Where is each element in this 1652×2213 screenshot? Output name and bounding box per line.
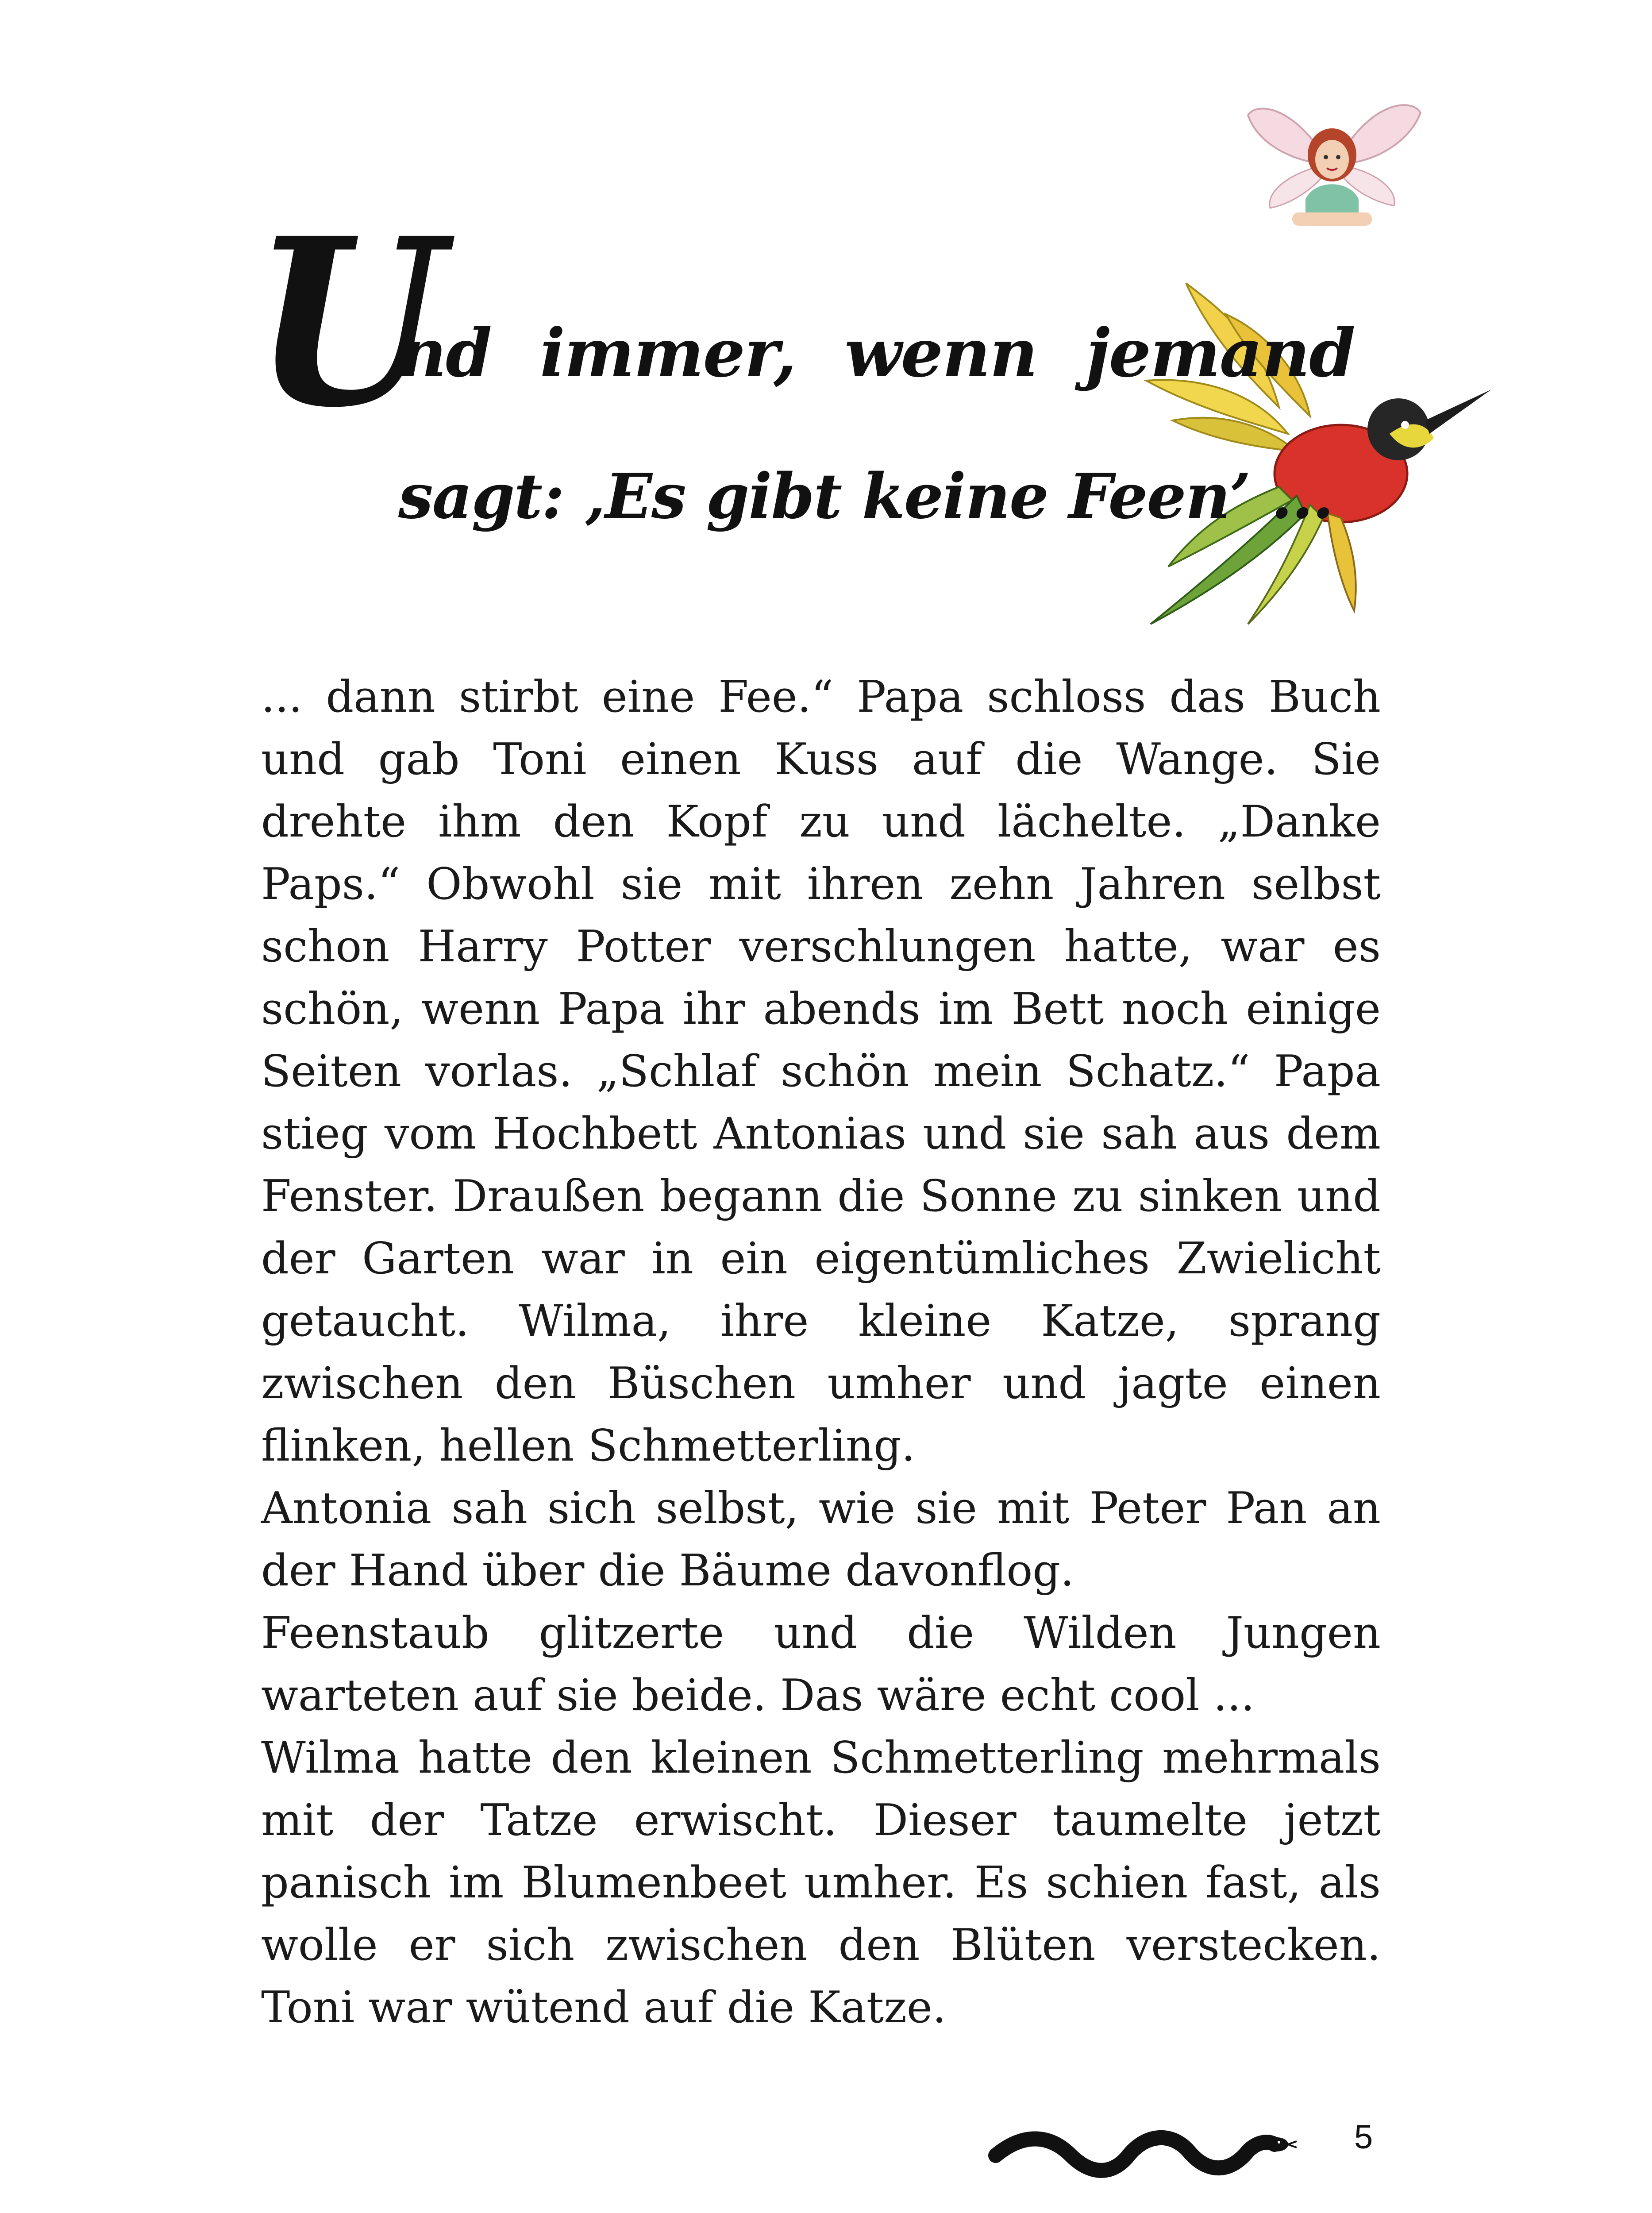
paragraph-2: Antonia sah sich selbst, wie sie mit Peter Pan an der Hand über die Bäume davonflog. (261, 1483, 1381, 1596)
page-number: 5 (1354, 2118, 1373, 2156)
title-line-2: sagt: ‚Es gibt keine Feen’ ... (398, 460, 1333, 533)
paragraph-4: Wilma hatte den kleinen Schmetterling mehrmals mit der Tatze erwischt. Dieser taumelte jetzt panisch im Blumenbeet umher. Es schien fast, als wolle er sich zwischen den Blüten verstecken. Toni war wütend auf die Katze. (261, 1733, 1381, 2033)
title-line-1: nd immer, wenn jemand (398, 314, 1355, 392)
fairy-illustration (1239, 89, 1425, 239)
paragraph-3: Feenstaub glitzerte und die Wilden Jungen warteten auf sie beide. Das wäre echt cool ... (261, 1608, 1381, 1721)
snake-ornament-icon (987, 2107, 1297, 2195)
title-dropcap: U (253, 188, 444, 458)
paragraph-1: ... dann stirbt eine Fee.“ Papa schloss das Buch und gab Toni einen Kuss auf die Wange. Sie drehte ihm den Kopf zu und lächelte. „Danke Paps.“ Obwohl sie mit ihren zehn Jahren selbst schon Harry Potter verschlungen hatte, war es schön, wenn Papa ihr abends im Bett noch einige Seiten vorlas. „Schlaf schön mein Schatz.“ Papa stieg vom Hochbett Antonias und sie sah aus dem Fenster. Draußen begann die Sonne zu sinken und der Garten war in ein eigentümliches Zwielicht getaucht. Wilma, ihre kleine Katze, sprang zwischen den Büschen umher und jagte einen flinken, hellen Schmetterling. (261, 672, 1381, 1471)
chapter-body (261, 666, 1381, 2039)
